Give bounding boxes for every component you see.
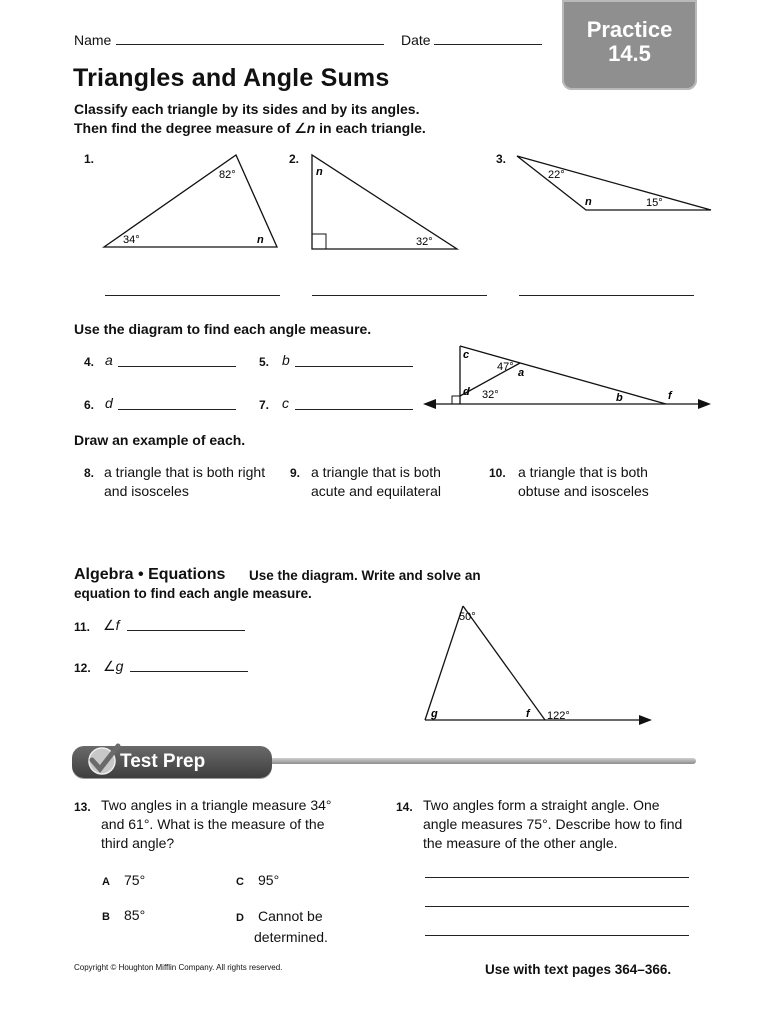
problem-11-number: 11.: [74, 620, 91, 634]
problem-12-number: 12.: [74, 661, 91, 675]
page-title: Triangles and Angle Sums: [73, 64, 390, 92]
algebra-heading: Algebra • Equations: [74, 566, 226, 583]
triangle-3-angle-22: 22°: [548, 169, 565, 181]
checkmark-icon: [84, 742, 124, 778]
label-c: c: [463, 349, 470, 361]
test-prep-rule: [266, 758, 696, 764]
problem-11-label: ∠f: [103, 617, 120, 633]
label-50: 50°: [459, 611, 476, 623]
problem-8-text: a triangle that is both right and isosceles: [104, 464, 266, 499]
intro-line-1: Classify each triangle by its sides and by its angles.: [74, 101, 420, 117]
label-g: g: [431, 708, 438, 720]
choice-c[interactable]: C 95°: [236, 872, 280, 888]
algebra-left-side: [425, 606, 463, 720]
problem-6-number: 6.: [84, 398, 95, 412]
triangle-3-angle-15: 15°: [646, 197, 663, 209]
text-pages: Use with text pages 364–366.: [485, 962, 672, 977]
problem-13-text: Two angles in a triangle measure 34° and 61°. What is the measure of the third angle?: [101, 797, 332, 851]
triangle-2-angle-n: n: [316, 166, 323, 178]
problem-4-var: a: [105, 352, 113, 368]
choice-a[interactable]: A 75°: [102, 872, 146, 888]
date-label: Date: [401, 32, 431, 48]
label-32: 32°: [482, 389, 499, 401]
label-f-algebra: f: [526, 708, 530, 720]
problem-7-var: c: [282, 395, 289, 411]
test-prep-label: Test Prep: [120, 751, 206, 772]
triangle-3-angle-n: n: [585, 196, 592, 208]
problem-14-answer-line-2[interactable]: [425, 906, 689, 907]
draw-heading: Draw an example of each.: [74, 432, 246, 448]
label-b: b: [616, 392, 623, 404]
label-a: a: [518, 367, 525, 379]
diagram-heading: Use the diagram to find each angle measure.: [74, 321, 372, 337]
problem-4-number: 4.: [84, 355, 95, 369]
problem-3-number: 3.: [496, 152, 507, 166]
problem-14-answer-line-1[interactable]: [425, 877, 689, 878]
algebra-right-side: [463, 606, 545, 720]
label-122: 122°: [547, 710, 570, 722]
problem-14-answer-line-3[interactable]: [425, 935, 689, 936]
problem-10-text: a triangle that is both obtuse and isosceles: [518, 464, 649, 499]
problem-6-var: d: [105, 395, 113, 411]
choice-d[interactable]: D Cannot be determined.: [236, 908, 328, 945]
problem-2-number: 2.: [289, 152, 300, 166]
problem-9-number: 9.: [290, 466, 301, 480]
problem-14-number: 14.: [396, 800, 413, 814]
algebra-instruction-1: Use the diagram. Write and solve an: [249, 568, 481, 583]
triangle-1-angle-n: n: [257, 234, 264, 246]
problem-9-text: a triangle that is both acute and equilateral: [311, 464, 441, 499]
copyright: Copyright © Houghton Mifflin Company. All rights reserved.: [74, 963, 283, 972]
problem-10-number: 10.: [489, 466, 506, 480]
problem-5-number: 5.: [259, 355, 270, 369]
triangle-1-angle-left: 34°: [123, 234, 140, 246]
name-label: Name: [74, 32, 112, 48]
practice-label: Practice: [586, 17, 673, 42]
practice-number: 14.5: [608, 41, 651, 66]
triangle-1-angle-top: 82°: [219, 169, 236, 181]
problem-8-number: 8.: [84, 466, 95, 480]
label-d: d: [463, 386, 470, 398]
algebra-arrow-icon: [639, 715, 652, 725]
problem-5-var: b: [282, 352, 290, 368]
problem-12-label: ∠g: [103, 658, 124, 674]
algebra-instruction-2: equation to find each angle measure.: [74, 586, 312, 601]
choice-b[interactable]: B 85°: [102, 907, 146, 923]
intro-line-2: Then find the degree measure of ∠n in each triangle.: [74, 120, 426, 136]
label-47: 47°: [497, 361, 514, 373]
problem-14-text: Two angles form a straight angle. One angle measures 75°. Describe how to find the measure of the other angle.: [423, 797, 683, 851]
label-f: f: [668, 390, 672, 402]
problem-13-number: 13.: [74, 800, 91, 814]
triangle-2-angle-32: 32°: [416, 236, 433, 248]
problem-1-number: 1.: [84, 152, 95, 166]
problem-7-number: 7.: [259, 398, 270, 412]
